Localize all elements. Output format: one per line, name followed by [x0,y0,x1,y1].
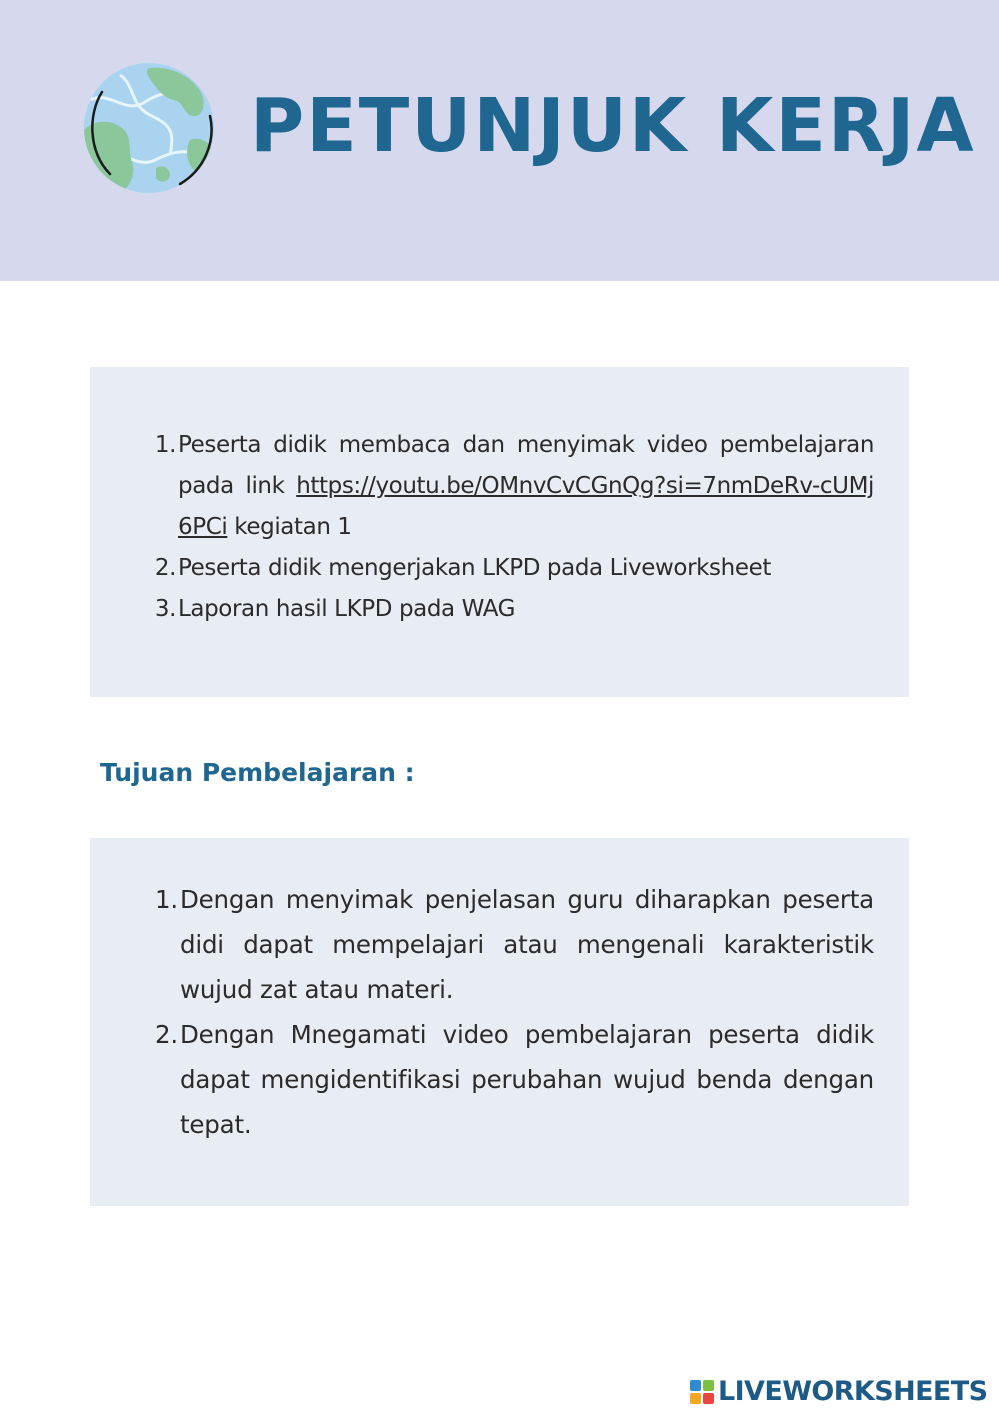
goals-list [152,877,874,1147]
list-item-number: 3. [154,596,176,622]
list-item-text: kegiatan 1 [227,514,352,540]
footer-brand[interactable] [690,1374,987,1410]
list-item-number: 2. [154,555,176,581]
list-item-number: 1. [155,885,178,914]
section-heading: Tujuan Pembelajaran : [100,758,415,787]
list-item [150,425,874,548]
list-item-text: Peserta didik membaca dan menyimak video pembelajaran pada link [178,432,874,499]
list-item [152,1012,874,1147]
list-item-text: Peserta didik mengerjakan LKPD pada Liveworksheet [178,555,771,581]
brand-name: LIVEWORKSHEETS [718,1376,988,1407]
video-link[interactable]: https://youtu.be/OMnvCvCGnQg?si=7nmDeRv-cUMj6PCi [178,473,874,540]
list-item [152,877,874,1012]
page-title: PETUNJUK KERJA [250,83,976,169]
list-item [150,548,874,589]
liveworksheets-logo-icon [690,1380,714,1404]
list-item-text: Laporan hasil LKPD pada WAG [178,596,516,622]
instructions-list [150,425,874,630]
list-item-text: Dengan Mnegamati video pembelajaran peserta didik dapat mengidentifikasi perubahan wujud benda dengan tepat. [180,1020,874,1139]
list-item-number: 2. [155,1020,178,1049]
list-item-number: 1. [154,432,176,458]
list-item-text: Dengan menyimak penjelasan guru diharapkan peserta didi dapat mempelajari atau mengenali karakteristik wujud zat atau materi. [180,885,874,1004]
header-band [0,0,999,281]
list-item [150,589,874,630]
globe-icon [80,60,218,196]
